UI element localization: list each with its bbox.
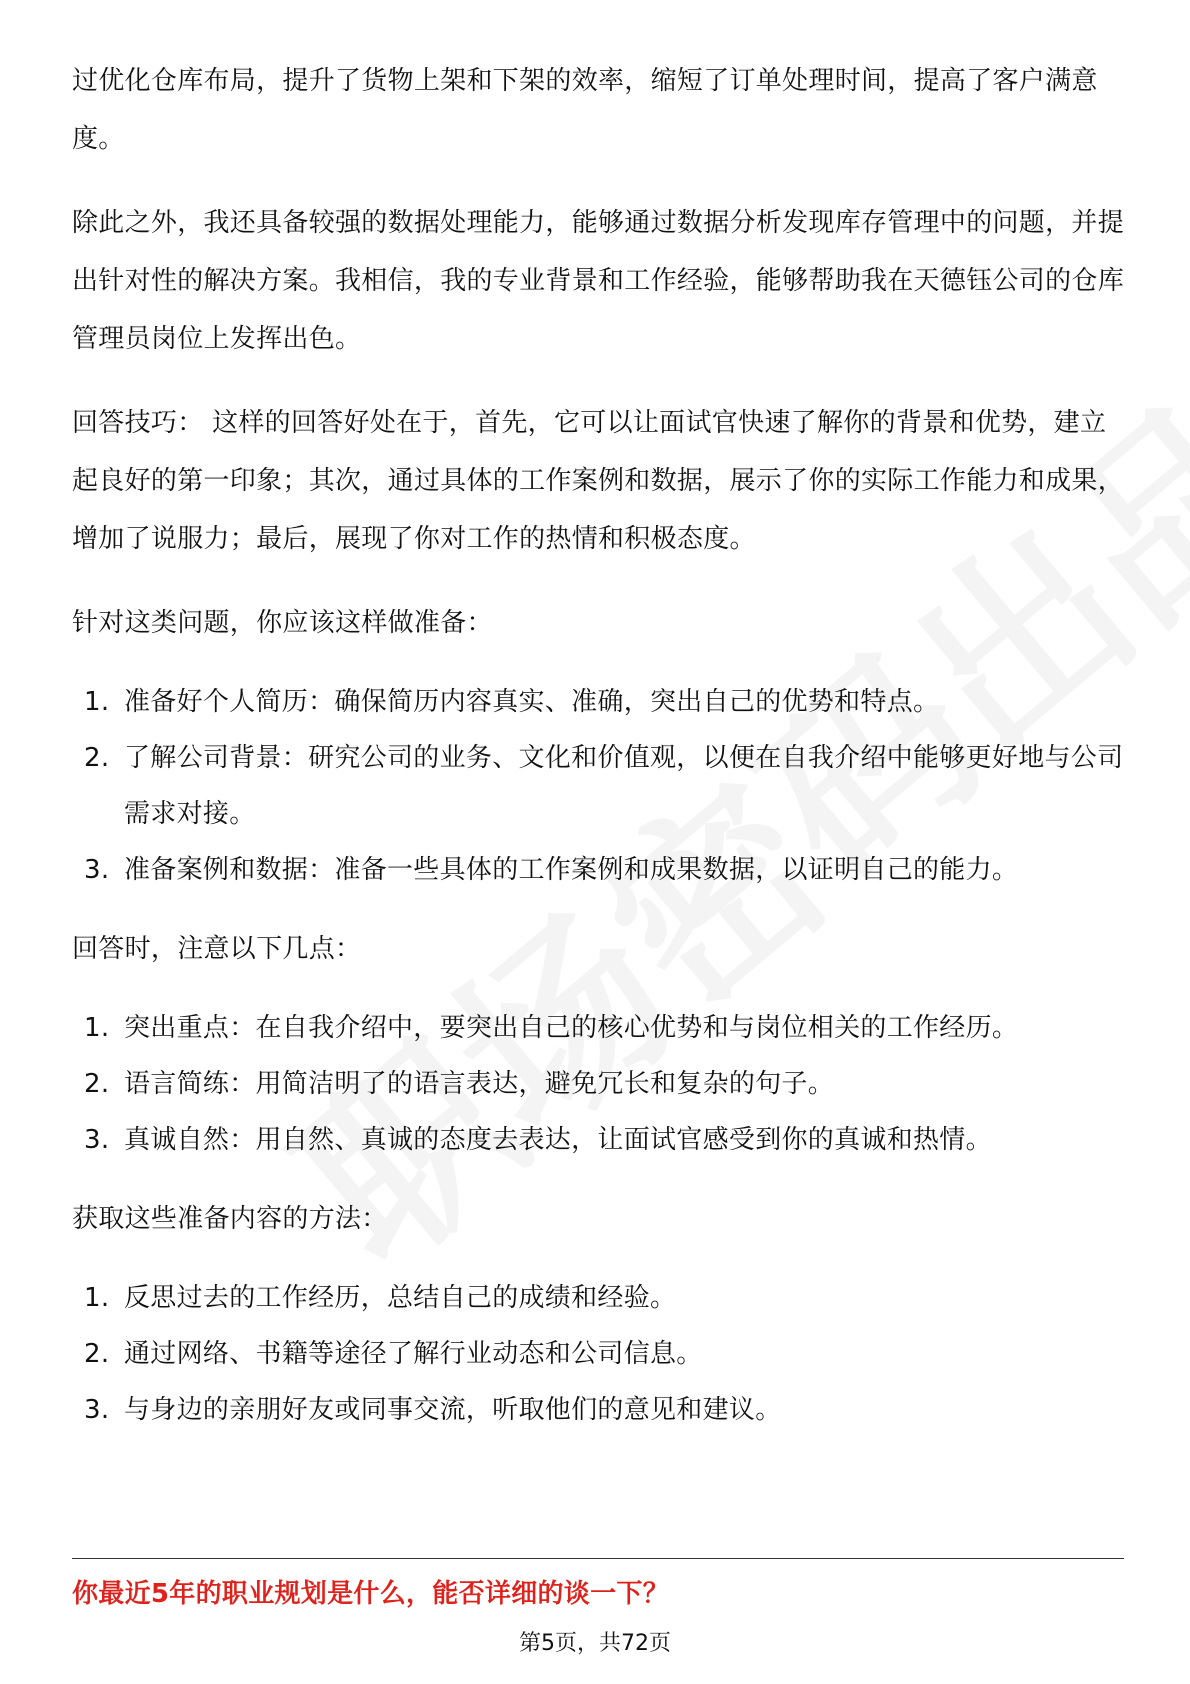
list-item <box>72 1270 1124 1326</box>
heading-methods: 获取这些准备内容的方法： <box>72 1204 388 1234</box>
list-number: 1. <box>84 687 110 717</box>
heading-preparation: 针对这类问题，你应该这样做准备： <box>72 608 493 638</box>
list-item <box>72 1000 1124 1056</box>
list-item-text: 准备好个人简历：确保简历内容真实、准确，突出自己的优势和特点。 <box>124 687 940 717</box>
list-number: 3. <box>84 1395 110 1425</box>
list-item <box>72 1326 1124 1382</box>
list-item <box>72 674 1124 730</box>
paragraph-data-skills: 除此之外，我还具备较强的数据处理能力，能够通过数据分析发现库存管理中的问题，并提出针对性的解决方案。我相信，我的专业背景和工作经验，能够帮助我在天德钰公司的仓库管理员岗位上发挥出色。 <box>72 208 1125 354</box>
list-item-text: 了解公司背景：研究公司的业务、文化和价值观，以便在自我介绍中能够更好地与公司需求对接。 <box>124 743 1124 829</box>
list-item-text: 语言简练：用简洁明了的语言表达，避免冗长和复杂的句子。 <box>124 1069 835 1099</box>
list-number: 2. <box>84 1339 110 1369</box>
next-question-heading: 你最近5年的职业规划是什么，能否详细的谈一下？ <box>72 1579 669 1609</box>
list-item-text: 反思过去的工作经历，总结自己的成绩和经验。 <box>124 1283 677 1313</box>
paragraph-warehouse-optimization: 过优化仓库布局，提升了货物上架和下架的效率，缩短了订单处理时间，提高了客户满意度。 <box>72 66 1098 154</box>
list-item-text: 准备案例和数据：准备一些具体的工作案例和成果数据，以证明自己的能力。 <box>124 855 1019 885</box>
list-item <box>72 842 1124 898</box>
list-item <box>72 1056 1124 1112</box>
list-number: 1. <box>84 1013 110 1043</box>
list-number: 2. <box>84 1069 110 1099</box>
list-number: 1. <box>84 1283 110 1313</box>
list-item-text: 与身边的亲朋好友或同事交流，听取他们的意见和建议。 <box>124 1395 782 1425</box>
notes-list <box>72 1000 1124 1168</box>
list-item-text: 突出重点：在自我介绍中，要突出自己的核心优势和与岗位相关的工作经历。 <box>124 1013 1019 1043</box>
preparation-list <box>72 674 1124 898</box>
page-number-footer: 第5页，共72页 <box>519 1631 671 1656</box>
list-number: 3. <box>84 1125 110 1155</box>
paragraph-answer-tips: 回答技巧： 这样的回答好处在于，首先，它可以让面试官快速了解你的背景和优势，建立起良好的第一印象；其次，通过具体的工作案例和数据，展示了你的实际工作能力和成果，增加了说服力；最后，展现了你对工作的热情和积极态度。 <box>72 408 1125 554</box>
list-number: 3. <box>84 855 110 885</box>
methods-list <box>72 1270 1124 1438</box>
list-number: 2. <box>84 743 110 773</box>
section-divider <box>72 1558 1124 1559</box>
list-item <box>72 1112 1124 1168</box>
list-item-text: 通过网络、书籍等途径了解行业动态和公司信息。 <box>124 1339 703 1369</box>
heading-notes: 回答时，注意以下几点： <box>72 934 362 964</box>
list-item <box>72 1382 1124 1438</box>
list-item <box>72 730 1124 842</box>
list-item-text: 真诚自然：用自然、真诚的态度去表达，让面试官感受到你的真诚和热情。 <box>124 1125 992 1155</box>
page-content <box>72 52 1124 1460</box>
